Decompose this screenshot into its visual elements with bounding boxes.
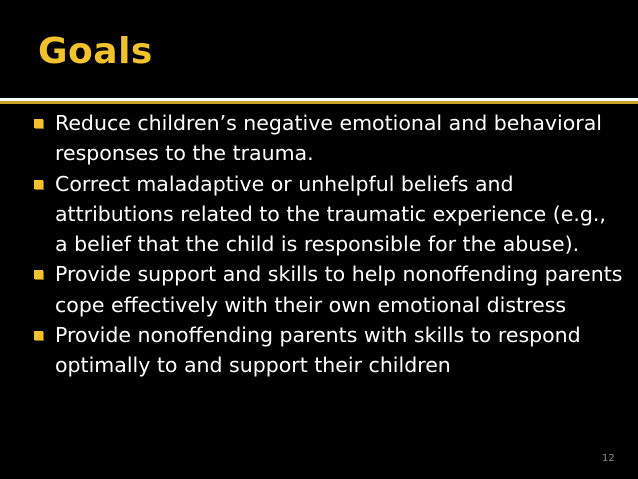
square-bullet-icon	[34, 331, 43, 340]
title-divider-gold	[0, 101, 638, 104]
square-bullet-icon	[34, 270, 43, 279]
slide-number: 12	[602, 453, 615, 464]
bullet-item-parent-skills	[0, 320, 638, 381]
square-bullet-icon	[34, 180, 43, 189]
title-band	[0, 0, 638, 98]
bullet-list	[0, 108, 638, 381]
bullet-item-parent-support	[0, 259, 638, 320]
bullet-text: Correct maladaptive or unhelpful beliefs and attributions related to the traumatic experience (e.g., a belief that the child is responsible for the abuse).	[55, 171, 606, 257]
bullet-item-correct-beliefs	[0, 169, 638, 260]
bullet-text: Reduce children’s negative emotional and behavioral responses to the trauma.	[55, 111, 602, 166]
square-bullet-icon	[34, 119, 43, 128]
bullet-text: Provide nonoffending parents with skills to respond optimally to and support their children	[55, 323, 581, 378]
bullet-text: Provide support and skills to help nonoffending parents cope effectively with their own emotional distress	[55, 262, 623, 317]
bullet-item-reduce-responses	[0, 108, 638, 169]
slide-title: Goals	[38, 31, 153, 72]
